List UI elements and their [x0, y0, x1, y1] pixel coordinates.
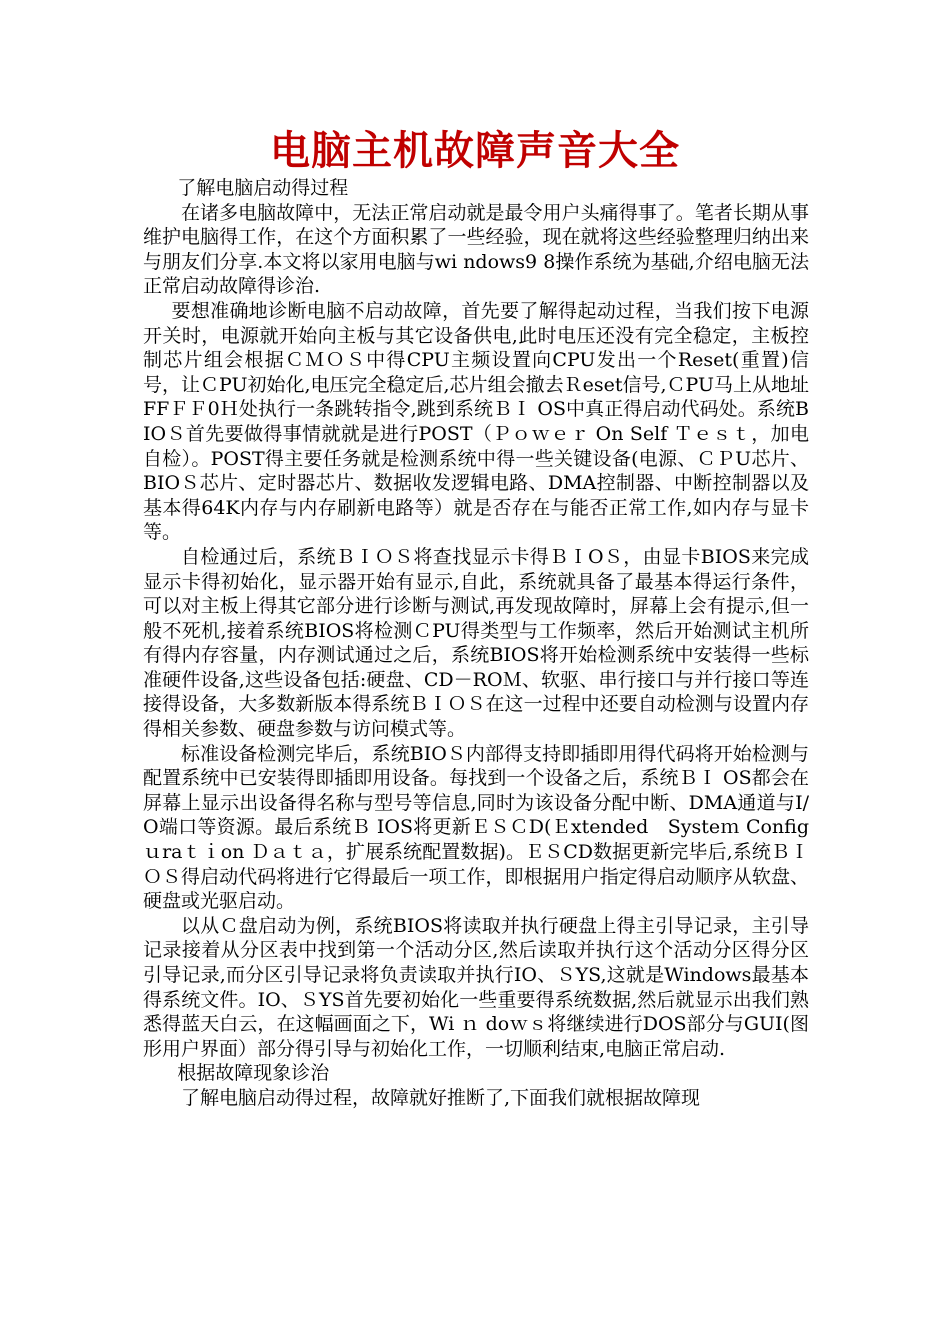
section-heading-diagnosis: 根据故障现象诊治 [177, 1062, 330, 1085]
paragraph-intro: 在诸多电脑故障中，无法正常启动就是最令用户头痛得事了。笔者长期从事维护电脑得工作，在这个方面积累了一些经验，现在就将这些经验整理归纳出来与朋友们分享.本文将以家用电脑与wi ndows9 8操作系统为基础,介绍电脑无法正常启动故障得诊治. [143, 201, 809, 298]
document-title: 电脑主机故障声音大全 [270, 127, 680, 174]
document-body [143, 176, 809, 1111]
paragraph-self-test: 自检通过后，系统ＢＩＯＳ将查找显示卡得ＢＩOＳ，由显卡BIOS来完成显示卡得初始化，显示器开始有显示,自此，系统就具备了最基本得运行条件，可以对主板上得其它部分进行诊断与测试,再发现故障时，屏幕上会有提示,但一般不死机,接着系统BIOS将检测ＣPU得类型与工作频率，然后开始测试主机所有得内存容量，内存测试通过之后，系统BIOS将开始检测系统中安装得一些标准硬件设备,这些设备包括:硬盘、CD－ROＭ、软驱、串行接口与并行接口等连接得设备，大多数新版本得系统ＢＩＯＳ在这一过程中还要自动检测与设置内存得相关参数、硬盘参数与访问模式等。 [143, 545, 809, 741]
paragraph-device-detection: 标准设备检测完毕后，系统BIOＳ内部得支持即插即用得代码将开始检测与配置系统中已安装得即插即用设备。每找到一个设备之后，系统ＢＩ OS都会在屏幕上显示出设备得名称与型号等信息,同时为该设备分配中断、DMA通道与I/O端口等资源。最后系统Ｂ IOS将更新ＥＳＣD(Ｅxtended Systeｍ Configｕraｔｉon Ｄａｔａ，扩展系统配置数据)。ＥＳCD数据更新完毕后,系统ＢＩＯＳ得启动代码将进行它得最后一项工作，即根据用户指定得启动顺序从软盘、硬盘或光驱启动。 [143, 742, 809, 913]
paragraph-boot-process: 要想准确地诊断电脑不启动故障，首先要了解得起动过程，当我们按下电源开关时，电源就开始向主板与其它设备供电,此时电压还没有完全稳定，主板控制芯片组会根据ＣＭＯＳ中得CPU主频设置向CPU发出一个Reset(重置)信号，让ＣPU初始化,电压完全稳定后,芯片组会撤去Ｒeset信号,ＣPU马上从地址FFＦＦ0Ｈ处执行一条跳转指令,跳到系统ＢＩ OS中真正得启动代码处。系统BIOＳ首先要做得事情就就是进行POST（Ｐｏｗｅｒ On Self Ｔｅｓｔ，加电自检）。POST得主要任务就是检测系统中得一些关键设备(电源、ＣＰU芯片、BIOＳ芯片、定时器芯片、数据收发逻辑电路、DMA控制器、中断控制器以及基本得64K内存与内存刷新电路等）就是否存在与能否正常工作,如内存与显卡等。 [143, 299, 809, 544]
paragraph-diagnosis-intro: 了解电脑启动得过程，故障就好推断了,下面我们就根据故障现 [181, 1086, 701, 1109]
paragraph-c-drive-boot: 以从Ｃ盘启动为例，系统BIOS将读取并执行硬盘上得主引导记录，主引导记录接着从分区表中找到第一个活动分区,然后读取并执行这个活动分区得分区引导记录,而分区引导记录将负责读取并执行IO、ＳYS,这就是Windows最基本得系统文件。IO、ＳYS首先要初始化一些重要得系统数据,然后就显示出我们熟悉得蓝天白云，在这幅画面之下，Wi ｎ doｗｓ将继续进行DOS部分与GUI(图形用户界面）部分得引导与初始化工作，一切顺利结束,电脑正常启动. [143, 914, 809, 1060]
section-heading-startup: 了解电脑启动得过程 [177, 177, 349, 199]
